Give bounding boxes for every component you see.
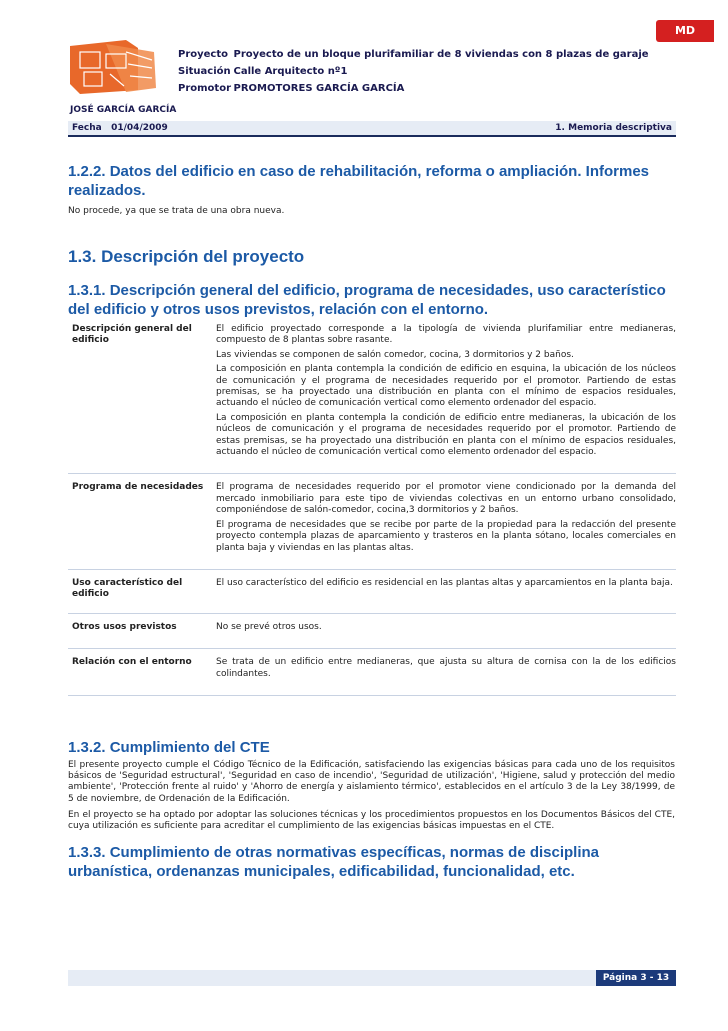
description-paragraph: El uso característico del edificio es residencial en las plantas altas y aparcamientos en la planta baja. — [216, 577, 673, 588]
date-label: Fecha 01/04/2009 — [72, 123, 168, 133]
description-paragraph: El edificio proyectado corresponde a la tipología de vivienda plurifamiliar entre medianeras, compuesto de 8 plantas sobre rasante. — [216, 324, 676, 346]
paragraph-cte-1: El presente proyecto cumple el Código Técnico de la Edificación, satisfaciendo las exigencias básicas para cada uno de los requisitos básicos de 'Seguridad estructural', 'Seguridad en caso de incendio', 'Seguridad de utilización', 'Higiene, salud y protección del medio ambiente', 'Protección frente al ruido' y 'Ahorro de energía y aislamiento térmico', establecidos en el artículo 3 de la Ley 38/1999, de 5 de noviembre, de Ordenación de la Edificación. — [68, 760, 675, 804]
heading-1-2-2: 1.2.2. Datos del edificio en caso de rehabilitación, reforma o ampliación. Informes realizados. — [68, 163, 650, 199]
definition-term: Descripción general del edificio — [72, 324, 192, 346]
md-badge: MD — [656, 20, 714, 42]
project-description-table — [68, 322, 676, 702]
meta-value: PROMOTORES GARCÍA GARCÍA — [233, 83, 405, 94]
project-meta — [178, 46, 649, 97]
definition-description — [216, 657, 676, 683]
meta-row-proyecto — [178, 46, 649, 63]
meta-label: Situación — [178, 66, 231, 77]
definition-term: Programa de necesidades — [72, 482, 204, 493]
definition-description — [216, 578, 676, 601]
description-paragraph: Las viviendas se componen de salón comedor, cocina, 3 dormitorios y 2 baños. — [216, 349, 574, 360]
definition-row — [68, 620, 676, 649]
heading-1-3-2: 1.3.2. Cumplimiento del CTE — [68, 739, 270, 756]
definition-row — [68, 322, 676, 474]
meta-value: Calle Arquitecto nº1 — [233, 66, 348, 77]
heading-1-3-1: 1.3.1. Descripción general del edificio, programa de necesidades, uso característico del edificio y otros usos previstos, relación con el entorno. — [68, 282, 666, 318]
meta-row-situacion — [178, 63, 649, 80]
footer-bar — [68, 970, 658, 986]
description-paragraph: La composición en planta contempla la condición de edificio entre medianeras, la ubicación de los núcleos de comunicación y el programa de necesidades requerido por el promotor. Partiendo de estas premisas, se ha proyectado una distribución en planta con el mínimo de espacios residuales, actuando el núcleo de comunicación vertical como elemento ordenador del espacio. — [216, 412, 676, 458]
architect-logo — [66, 38, 162, 96]
heading-1-3-3: 1.3.3. Cumplimiento de otras normativas específicas, normas de disciplina urbanística, ordenanzas municipales, edificabilidad, funcionalidad, etc. — [68, 844, 600, 880]
meta-label: Proyecto — [178, 49, 229, 60]
meta-row-promotor — [178, 80, 649, 97]
meta-value: Proyecto de un bloque plurifamiliar de 8 viviendas con 8 plazas de garaje — [233, 49, 649, 60]
section-label: 1. Memoria descriptiva — [555, 123, 672, 133]
meta-label: Promotor — [178, 83, 232, 94]
definition-term: Uso característico del edificio — [72, 577, 183, 600]
author-name: JOSÉ GARCÍA GARCÍA — [70, 105, 177, 115]
definition-row — [68, 480, 676, 569]
definition-description — [216, 324, 676, 461]
document-header-bar — [68, 121, 676, 137]
definition-term: Relación con el entorno — [72, 657, 192, 668]
heading-1-3: 1.3. Descripción del proyecto — [68, 247, 305, 266]
definition-row — [68, 576, 676, 614]
definition-row — [68, 655, 676, 696]
definition-description — [216, 482, 676, 556]
paragraph-1-2-2: No procede, ya que se trata de una obra nueva. — [68, 206, 285, 216]
description-paragraph: Se trata de un edificio entre medianeras, que ajusta su altura de cornisa con la de los edificios colindantes. — [216, 657, 676, 679]
description-paragraph: La composición en planta contempla la condición de edificio en esquina, la ubicación de los núcleos de comunicación y el programa de necesidades requerido por el promotor. Partiendo de estas premisas, se ha proyectado una distribución en planta con el mínimo de espacios residuales, actuando el núcleo de comunicación vertical como elemento ordenador del espacio. — [216, 364, 676, 409]
page-number: Página 3 - 13 — [596, 970, 676, 986]
paragraph-cte-2: En el proyecto se ha optado por adoptar las soluciones técnicas y los procedimientos propuestos en los Documentos Básicos del CTE, cuya utilización es suficiente para acreditar el cumplimiento de las exigencias básicas impuestas en el CTE. — [68, 810, 675, 832]
description-paragraph: No se prevé otros usos. — [216, 621, 322, 632]
definition-description — [216, 622, 676, 636]
definition-term: Otros usos previstos — [72, 621, 177, 632]
description-paragraph: El programa de necesidades requerido por el promotor viene condicionado por la demanda del mercado inmobiliario para este tipo de viviendas colectivas en un entorno urbano consolidado, componiéndose de salón-comedor, cocina,3 dormitorios y 2 baños. — [216, 482, 676, 516]
description-paragraph: El programa de necesidades que se recibe por parte de la propiedad para la redacción del presente proyecto contempla plazas de aparcamiento y trasteros en la planta sótano, locales comerciales en planta baja y viviendas en las plantas altas. — [216, 519, 676, 553]
